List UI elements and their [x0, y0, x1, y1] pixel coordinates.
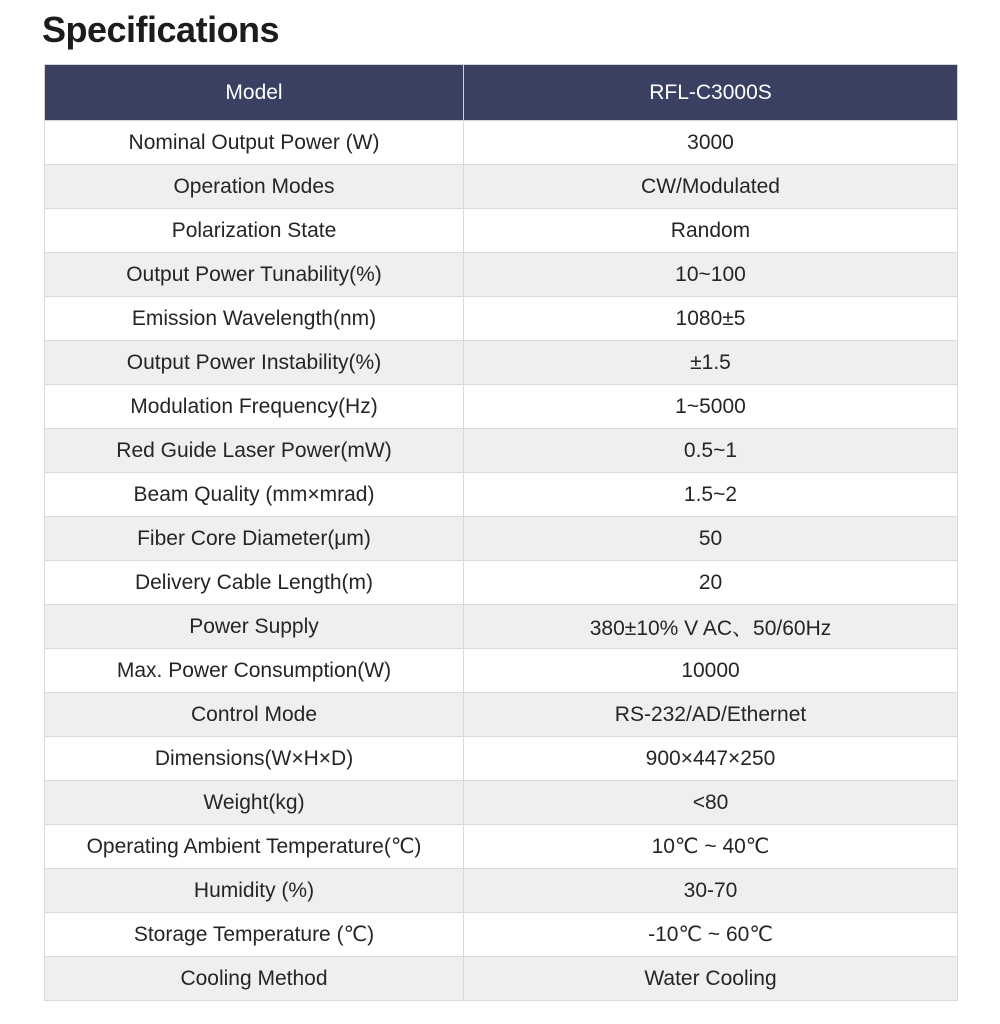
table-row [45, 473, 958, 517]
table-header-row [45, 65, 958, 121]
table-row [45, 385, 958, 429]
row-param: Nominal Output Power (W) [45, 121, 464, 165]
table-row [45, 649, 958, 693]
row-param: Beam Quality (mm×mrad) [45, 473, 464, 517]
row-value: Random [464, 209, 958, 253]
table-row [45, 605, 958, 649]
table-row [45, 517, 958, 561]
row-value: ±1.5 [464, 341, 958, 385]
table-row [45, 209, 958, 253]
row-param: Fiber Core Diameter(μm) [45, 517, 464, 561]
row-value: -10℃ ~ 60℃ [464, 913, 958, 957]
table-row [45, 253, 958, 297]
row-value: <80 [464, 781, 958, 825]
table-row [45, 737, 958, 781]
table-row [45, 297, 958, 341]
table-row [45, 341, 958, 385]
specifications-table [44, 64, 958, 1001]
table-row [45, 121, 958, 165]
table-row [45, 957, 958, 1001]
row-param: Polarization State [45, 209, 464, 253]
table-row [45, 869, 958, 913]
row-param: Storage Temperature (℃) [45, 913, 464, 957]
row-value: 10℃ ~ 40℃ [464, 825, 958, 869]
row-param: Humidity (%) [45, 869, 464, 913]
page-title: Specifications [42, 9, 280, 50]
row-param: Output Power Instability(%) [45, 341, 464, 385]
header-model-value: RFL-C3000S [464, 65, 958, 121]
header-model-label: Model [45, 65, 464, 121]
table-row [45, 913, 958, 957]
row-value: 10~100 [464, 253, 958, 297]
row-value: CW/Modulated [464, 165, 958, 209]
table-row [45, 429, 958, 473]
row-value: 380±10% V AC、50/60Hz [464, 605, 958, 649]
row-param: Output Power Tunability(%) [45, 253, 464, 297]
row-param: Modulation Frequency(Hz) [45, 385, 464, 429]
row-param: Operating Ambient Temperature(℃) [45, 825, 464, 869]
row-param: Cooling Method [45, 957, 464, 1001]
row-value: Water Cooling [464, 957, 958, 1001]
row-param: Weight(kg) [45, 781, 464, 825]
row-value: 900×447×250 [464, 737, 958, 781]
row-value: 50 [464, 517, 958, 561]
table-row [45, 781, 958, 825]
row-param: Operation Modes [45, 165, 464, 209]
row-value: 1~5000 [464, 385, 958, 429]
table-row [45, 165, 958, 209]
row-value: 0.5~1 [464, 429, 958, 473]
table-row [45, 825, 958, 869]
row-param: Max. Power Consumption(W) [45, 649, 464, 693]
row-param: Emission Wavelength(nm) [45, 297, 464, 341]
row-param: Dimensions(W×H×D) [45, 737, 464, 781]
row-value: 30-70 [464, 869, 958, 913]
row-param: Red Guide Laser Power(mW) [45, 429, 464, 473]
row-param: Delivery Cable Length(m) [45, 561, 464, 605]
row-param: Control Mode [45, 693, 464, 737]
table-row [45, 693, 958, 737]
row-value: 20 [464, 561, 958, 605]
row-value: 10000 [464, 649, 958, 693]
table-row [45, 561, 958, 605]
row-value: 1.5~2 [464, 473, 958, 517]
row-value: RS-232/AD/Ethernet [464, 693, 958, 737]
row-param: Power Supply [45, 605, 464, 649]
row-value: 1080±5 [464, 297, 958, 341]
row-value: 3000 [464, 121, 958, 165]
